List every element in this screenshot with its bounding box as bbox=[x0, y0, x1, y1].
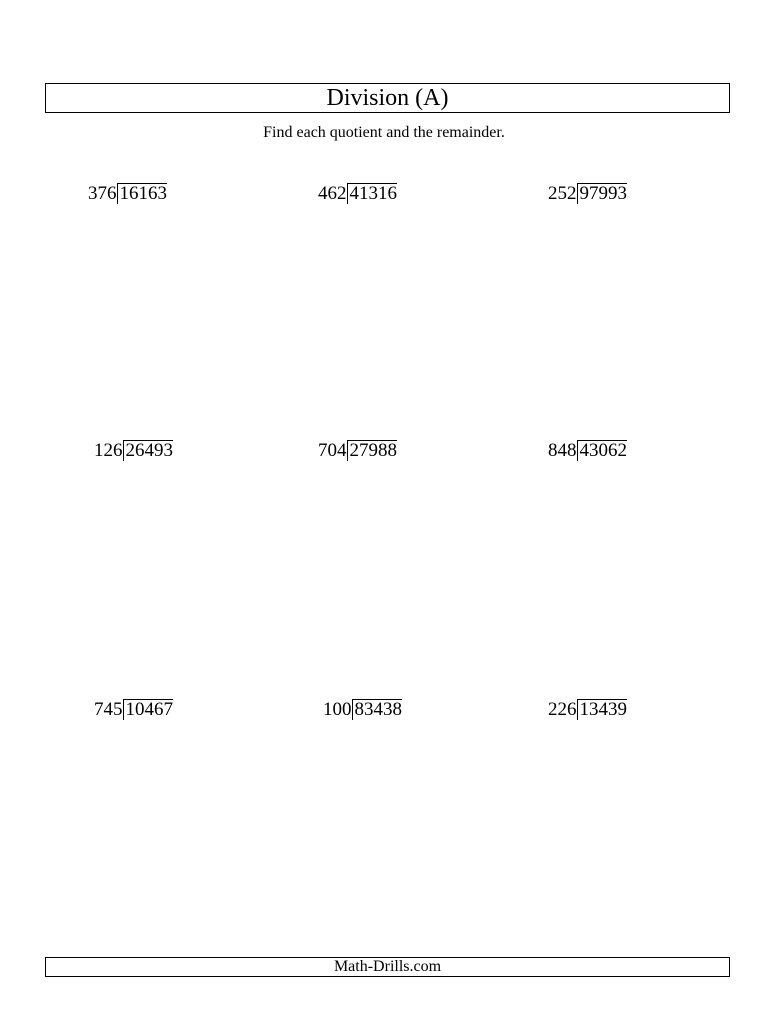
dividend: 41316 bbox=[347, 183, 398, 204]
divisor: 100 bbox=[323, 699, 352, 720]
instructions: Find each quotient and the remainder. bbox=[263, 124, 505, 141]
dividend: 27988 bbox=[347, 440, 398, 461]
dividend: 13439 bbox=[577, 699, 628, 720]
dividend: 43062 bbox=[577, 440, 628, 461]
divisor: 126 bbox=[94, 440, 123, 461]
dividend: 26493 bbox=[123, 440, 174, 461]
divisor: 226 bbox=[548, 699, 577, 720]
dividend: 16163 bbox=[117, 183, 168, 204]
dividend: 83438 bbox=[352, 699, 403, 720]
divisor: 704 bbox=[318, 440, 347, 461]
dividend: 10467 bbox=[123, 699, 174, 720]
footer-box bbox=[45, 957, 730, 977]
division-problem-8 bbox=[323, 698, 402, 722]
footer-text: Math-Drills.com bbox=[333, 958, 442, 975]
division-problem-6 bbox=[548, 439, 627, 463]
division-problem-5 bbox=[318, 439, 397, 463]
division-problem-2 bbox=[318, 182, 397, 206]
worksheet-title: Division (A) bbox=[326, 84, 449, 111]
divisor: 848 bbox=[548, 440, 577, 461]
division-problem-1 bbox=[88, 182, 167, 206]
worksheet-title-box bbox=[45, 83, 730, 113]
divisor: 376 bbox=[88, 183, 117, 204]
divisor: 745 bbox=[94, 699, 123, 720]
division-problem-7 bbox=[94, 698, 173, 722]
division-problem-3 bbox=[548, 182, 627, 206]
divisor: 462 bbox=[318, 183, 347, 204]
dividend: 97993 bbox=[577, 183, 628, 204]
division-problem-9 bbox=[548, 698, 627, 722]
divisor: 252 bbox=[548, 183, 577, 204]
division-problem-4 bbox=[94, 439, 173, 463]
